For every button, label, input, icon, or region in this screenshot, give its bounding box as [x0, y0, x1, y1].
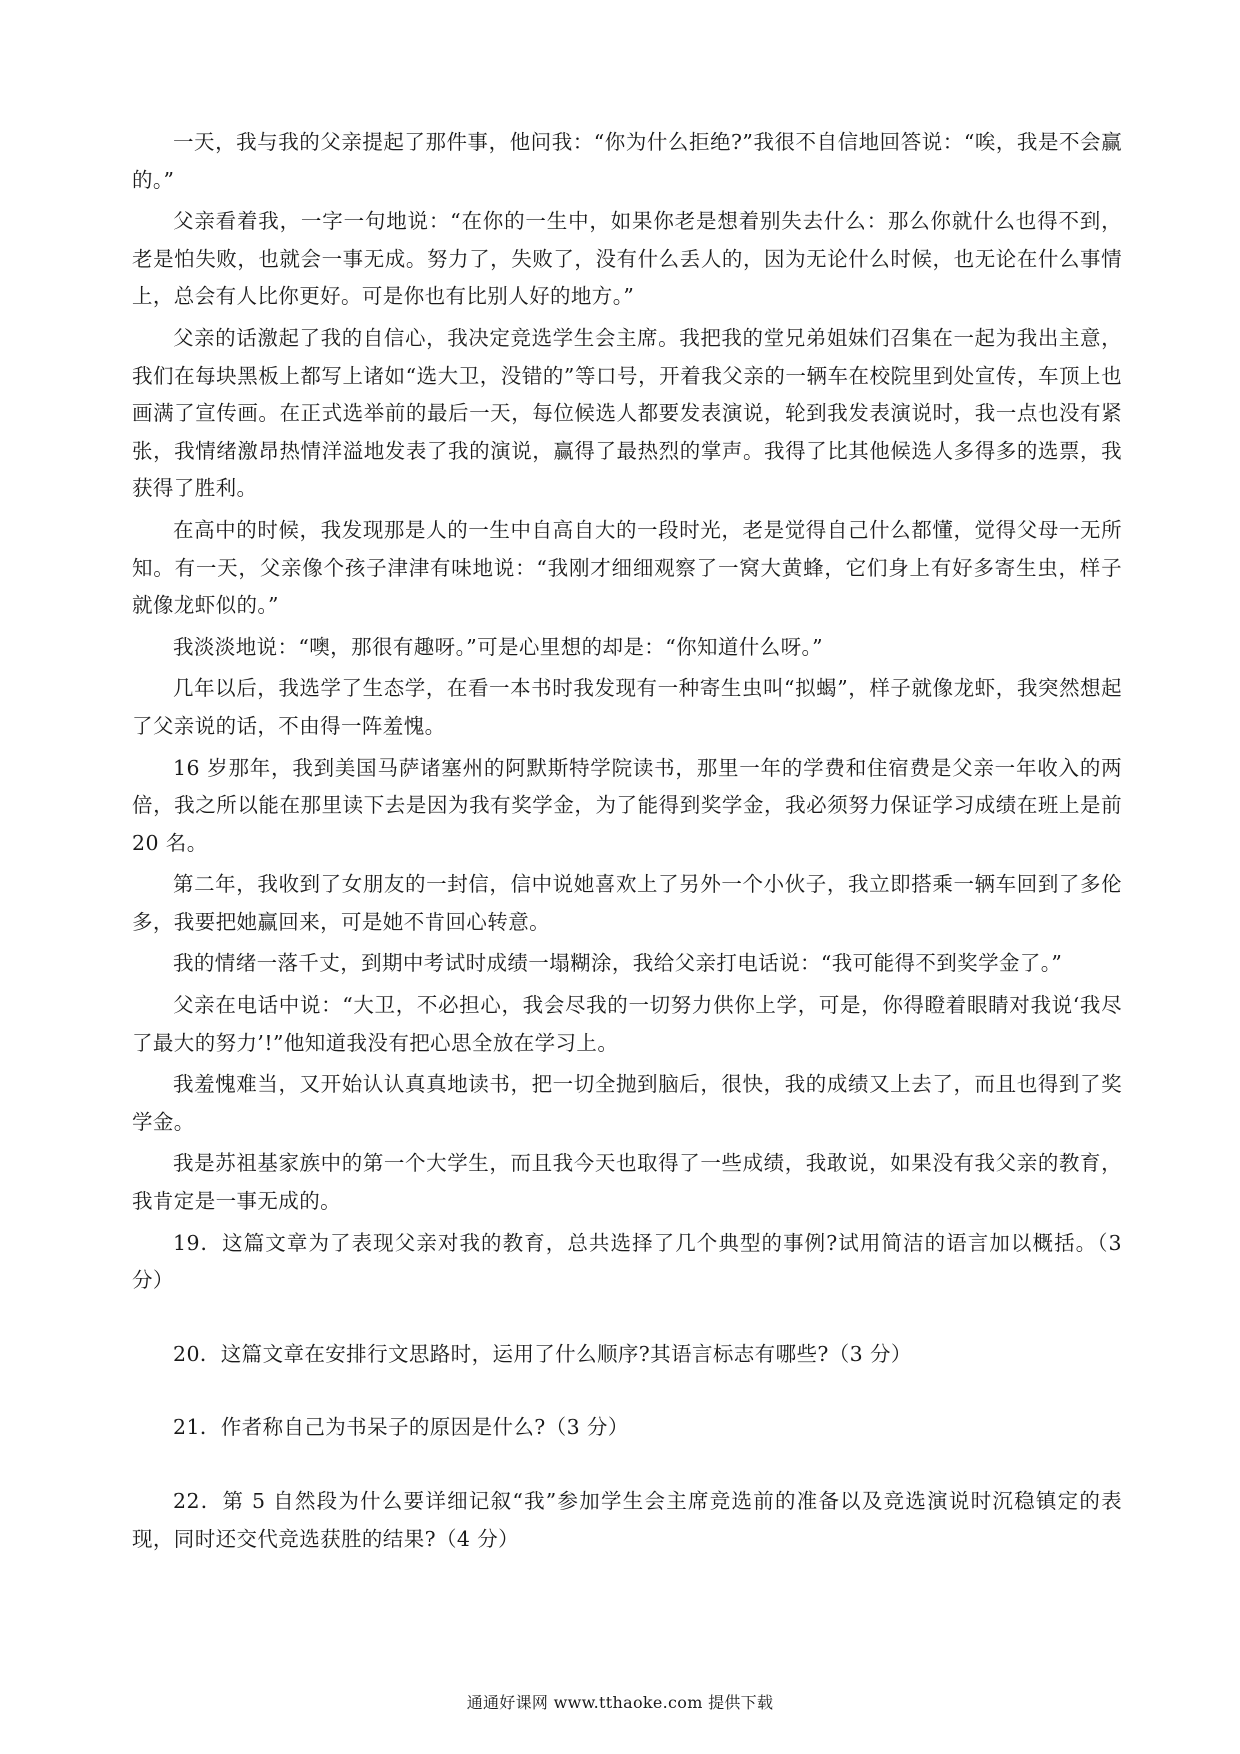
- passage-paragraph-2: 父亲看着我，一字一句地说：“在你的一生中，如果你老是想着别失去什么：那么你就什么也得不到，老是怕失败，也就会一事无成。努力了，失败了，没有什么丢人的，因为无论什么时候，也无论在什么事情上，总会有人比你更好。可是你也有比别人好的地方。”: [132, 209, 1122, 309]
- passage-paragraph-12: 我是苏祖基家族中的第一个大学生，而且我今天也取得了一些成绩，我敢说，如果没有我父亲的教育，我肯定是一事无成的。: [132, 1151, 1122, 1214]
- question-20: 20．这篇文章在安排行文思路时，运用了什么顺序?其语言标志有哪些?（3 分）: [173, 1341, 912, 1366]
- passage-paragraph-1: 一天，我与我的父亲提起了那件事，他问我：“你为什么拒绝?”我很不自信地回答说：“唉，我是不会赢的。”: [132, 130, 1122, 192]
- question-22: 22．第 5 自然段为什么要详细记叙“我”参加学生会主席竞选前的准备以及竞选演说时沉稳镇定的表现，同时还交代竞选获胜的结果?（4 分）: [132, 1489, 1122, 1551]
- passage-paragraph-10: 父亲在电话中说：“大卫，不必担心，我会尽我的一切努力供你上学，可是，你得瞪着眼睛对我说‘我尽了最大的努力’!”他知道我没有把心思全放在学习上。: [132, 993, 1122, 1055]
- passage-paragraph-8: 第二年，我收到了女朋友的一封信，信中说她喜欢上了另外一个小伙子，我立即搭乘一辆车回到了多伦多，我要把她赢回来，可是她不肯回心转意。: [132, 872, 1122, 934]
- passage-paragraph-5: 我淡淡地说：“噢，那很有趣呀。”可是心里想的却是：“你知道什么呀。”: [173, 634, 824, 659]
- passage-paragraph-3: 父亲的话激起了我的自信心，我决定竞选学生会主席。我把我的堂兄弟姐妹们召集在一起为我出主意，我们在每块黑板上都写上诸如“选大卫，没错的”等口号，开着我父亲的一辆车在校院里到处宣传，车顶上也画满了宣传画。在正式选举前的最后一天，每位候选人都要发表演说，轮到我发表演说时，我一点也没有紧张，我情绪激昂热情洋溢地发表了我的演说，赢得了最热烈的掌声。我得了比其他候选人多得多的选票，我获得了胜利。: [132, 325, 1122, 501]
- question-19: 19．这篇文章为了表现父亲对我的教育，总共选择了几个典型的事例?试用简洁的语言加以概括。（3分）: [132, 1230, 1122, 1293]
- passage-paragraph-11: 我羞愧难当，又开始认认真真地读书，把一切全抛到脑后，很快，我的成绩又上去了，而且也得到了奖学金。: [132, 1072, 1122, 1134]
- passage-paragraph-9: 我的情绪一落千丈，到期中考试时成绩一塌糊涂，我给父亲打电话说：“我可能得不到奖学金了。”: [173, 951, 1063, 976]
- passage-paragraph-6: 几年以后，我选学了生态学，在看一本书时我发现有一种寄生虫叫“拟蝎”，样子就像龙虾，我突然想起了父亲说的话，不由得一阵羞愧。: [132, 676, 1122, 738]
- page-footer: 通通好课网 www.tthaoke.com 提供下载: [466, 1693, 774, 1712]
- question-21: 21．作者称自己为书呆子的原因是什么?（3 分）: [173, 1415, 629, 1440]
- answer-space: [132, 1373, 1122, 1409]
- document-body: [132, 124, 1122, 1558]
- passage-paragraph-4: 在高中的时候，我发现那是人的一生中自高自大的一段时光，老是觉得自己什么都懂，觉得父母一无所知。有一天，父亲像个孩子津津有味地说：“我刚才细细观察了一窝大黄蜂，它们身上有好多寄生虫，样子就像龙虾似的。”: [132, 517, 1122, 618]
- answer-space: [132, 1300, 1122, 1336]
- passage-paragraph-7: 16 岁那年，我到美国马萨诸塞州的阿默斯特学院读书，那里一年的学费和住宿费是父亲一年收入的两倍，我之所以能在那里读下去是因为我有奖学金，为了能得到奖学金，我必须努力保证学习成绩在班上是前 20 名。: [132, 755, 1122, 855]
- answer-space: [132, 1447, 1122, 1483]
